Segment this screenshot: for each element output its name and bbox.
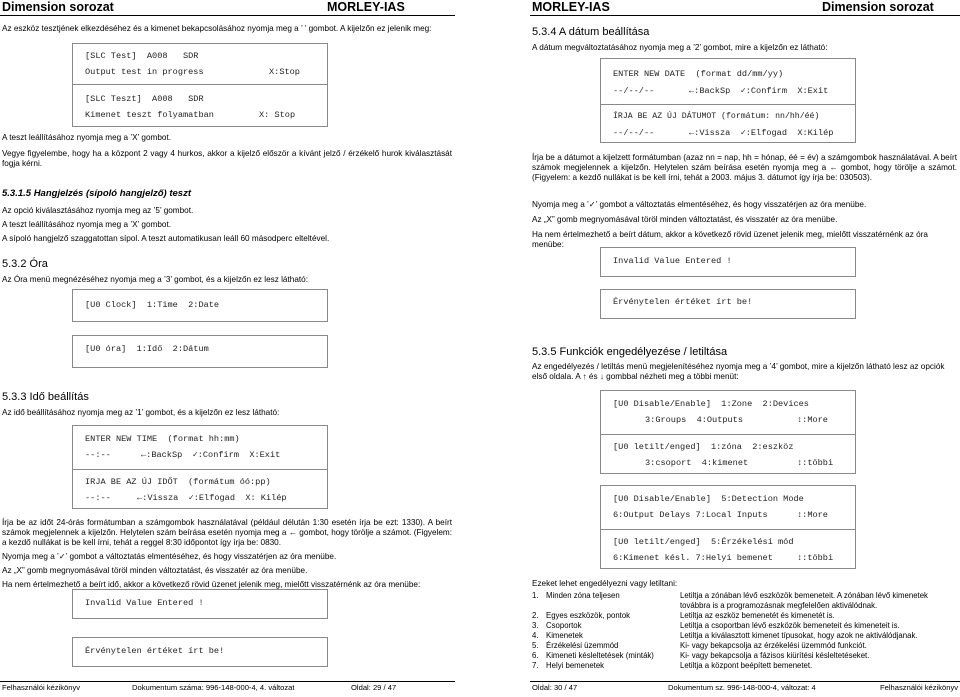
text-date-confirm: Nyomja meg a ’✓’ gombot a változtatás elmentéséhez, és hogy visszatérjen az óra menübe. [532, 200, 867, 209]
lcd-invalid-time-en [72, 589, 328, 619]
table-row [532, 611, 958, 621]
lcd-line: [U0 óra] 1:Idő 2:Dátum [85, 344, 209, 354]
stop-test-text: A teszt leállításához nyomja meg a ’X’ gombot. [2, 133, 171, 142]
left-header-rule [0, 15, 455, 16]
table-row [532, 651, 958, 661]
lcd-divider [73, 84, 327, 85]
option-number: 3. [532, 621, 539, 630]
table-row [532, 621, 958, 631]
option-description: Letiltja a zónában lévő eszközök bemeneteit. A zónában lévő kimenetek továbbra is a programozásnak megfelelően aktiválódnak. [680, 591, 928, 610]
option-description: Letiltja a központ beépített bemenetet. [680, 661, 813, 670]
lcd-line: --:-- [85, 450, 111, 460]
option-description: Letiltja a csoportban lévő eszközök bemeneteit és kimeneteit is. [680, 621, 900, 630]
lcd-line: ÍRJA BE AZ ÚJ DÁTUMOT (formátum: nn/hh/éé) [613, 112, 820, 121]
lcd-line: [U0 letilt/enged] 5:Érzékelési mód [613, 537, 794, 547]
lcd-line: --:-- [85, 493, 111, 503]
intro-text: Az eszköz tesztjének elkezdéséhez és a kimenet bekapcsolásához nyomja meg a ’ ’ gombot. A kijelzőn ez jelenik meg: [2, 24, 432, 33]
left-footer-docnum: Dokumentum száma: 996-148-000-4, 4. változat [132, 683, 295, 692]
lcd-output-test [72, 43, 328, 127]
lcd-line: 6:Kimenet késl. 7:Helyi bemenet [613, 553, 773, 563]
lcd-line: ←:Vissza ✓:Elfogad X: Kilép [137, 493, 287, 503]
option-name: Minden zóna teljesen [546, 591, 620, 600]
lcd-line: ←:Vissza ✓:Elfogad X:Kilép [689, 128, 834, 138]
lcd-line: [SLC Test] A008 SDR [85, 51, 199, 61]
option-description: Ki- vagy bekapcsolja az érzékelési üzemmód funkciót. [680, 641, 867, 650]
lcd-line: [U0 Clock] 1:Time 2:Date [85, 300, 220, 310]
lcd-line: X:Stop [269, 67, 300, 77]
lcd-line: Output test in progress [85, 67, 204, 77]
heading-533: 5.3.3 Idő beállítás [2, 391, 89, 403]
options-table [532, 591, 958, 671]
lcd-invalid-date-en [600, 247, 856, 277]
table-row [532, 591, 958, 611]
right-header-brand: MORLEY-IAS [532, 0, 610, 14]
lcd-clock-en [72, 289, 328, 322]
text-date-entry: Írja be a dátumot a kijelzett formátumban (azaz nn = nap, hh = hónap, éé = év) a számgombok használatával. A beírt számok megjelennek a kijelzőn. Helytelen szám beírása esetén nyomja meg a ← gombot, hogy törölje a számot. (Figyelem: a kezdő nullákat is be kell írni, tehát a 2003. május 3. dátumot így írja be: 030503). [532, 153, 957, 182]
option-number: 6. [532, 651, 539, 660]
lcd-line: [SLC Teszt] A008 SDR [85, 94, 204, 104]
lcd-divider [601, 434, 855, 435]
lcd-clock-hu [72, 335, 328, 368]
lcd-line: Érvénytelen értéket írt be! [85, 646, 225, 656]
lcd-line: [U0 letilt/enged] 1:zóna 2:eszköz [613, 442, 794, 452]
table-row [532, 631, 958, 641]
heading-5315: 5.3.1.5 Hangjelzés (sípoló hangjelző) teszt [2, 188, 191, 199]
lcd-line: [U0 Disable/Enable] 1:Zone 2:Devices [613, 399, 809, 409]
table-row [532, 661, 958, 671]
right-footer-rule [530, 681, 960, 682]
text-533: Az idő beállításához nyomja meg az ’1’ gombot, és a kijelzőn ez lesz látható: [2, 408, 280, 417]
lcd-line: 3:csoport 4:kimenet [645, 458, 749, 468]
text-options-intro: Ezeket lehet engedélyezni vagy letiltani: [532, 579, 678, 588]
lcd-line: ENTER NEW DATE (format dd/mm/yy) [613, 69, 784, 79]
text-5315b: A teszt leállításához nyomja meg a ’X’ gombot. [2, 220, 171, 229]
table-row [532, 641, 958, 651]
lcd-line: ↕:többi [797, 458, 834, 468]
text-532: Az Óra menü megnézéséhez nyomja meg a ’3’ gombot, és a kijelzőn ez lesz látható: [2, 275, 308, 284]
text-date-invalid: Ha nem értelmezhető a beírt dátum, akkor a következő rövid üzenet jelenik meg, mielőtt visszatérnénk az óra menübe: [532, 230, 928, 249]
option-description: Letiltja a kiválasztott kimenet típusokat, hogy azok ne aktiválódjanak. [680, 631, 918, 640]
option-name: Helyi bemenetek [546, 661, 605, 670]
heading-534: 5.3.4 A dátum beállítása [532, 26, 650, 38]
text-535: Az engedélyezés / letiltás menü megjelenítéséhez nyomja meg a ’4’ gombot, mire a kijelzőn látható lesz az opciók első oldala. A ↑ és ↓ gombbal nézheti meg a többi menüt: [532, 362, 945, 381]
text-534: A dátum megváltoztatásához nyomja meg a ’2’ gombot, mire a kijelzőn ez látható: [532, 43, 828, 52]
option-description: Letiltja az eszköz bemenetét és kimenetét is. [680, 611, 835, 620]
lcd-disable-enable-page2 [600, 485, 856, 569]
lcd-disable-enable-page1 [600, 390, 856, 474]
left-header-brand: MORLEY-IAS [327, 0, 405, 14]
lcd-line: Invalid Value Entered ! [613, 256, 732, 266]
lcd-line: --/--/-- [613, 86, 655, 96]
text-5315a: Az opció kiválasztásához nyomja meg az ’5’ gombot. [2, 206, 194, 215]
text-time-confirm: Nyomja meg a ’✓’ gombot a változtatás elmentéséhez, és hogy visszatérjen az óra menübe. [2, 552, 337, 561]
lcd-time-entry [72, 425, 328, 509]
lcd-line: Invalid Value Entered ! [85, 598, 204, 608]
text-time-entry: Írja be az időt 24-órás formátumban a számgombok használatával (például délután 1:30 esetén írja be ezt: 1330). A beírt számok megjelennek a kijelzőn. Helytelen szám beírása esetén nyomja meg a ← gombot, hogy törölje a számot. (Figyelem: a kezdő nullákat is be kell írni, tehát a reggel 8:30 időpontot így írja be: 0830. [2, 518, 452, 547]
lcd-line: ↕:More [797, 415, 828, 425]
left-footer-rule [0, 681, 455, 682]
heading-535: 5.3.5 Funkciók engedélyezése / letiltása [532, 346, 728, 358]
right-footer-manual: Felhasználói kézikönyv [880, 683, 959, 692]
lcd-line: ↕:More [797, 510, 828, 520]
right-header-title: Dimension sorozat [822, 0, 934, 14]
right-header-rule [530, 15, 960, 16]
option-description: Ki- vagy bekapcsolja a fázisos kiürítési késleltetéseket. [680, 651, 870, 660]
lcd-divider [601, 529, 855, 530]
option-name: Egyes eszközök, pontok [546, 611, 631, 620]
text-5315c: A sípoló hangjelző szaggatottan sípol. A teszt automatikusan leáll 60 másodperc elteltével. [2, 234, 330, 243]
lcd-line: [U0 Disable/Enable] 5:Detection Mode [613, 494, 804, 504]
option-number: 2. [532, 611, 539, 620]
option-name: Csoportok [546, 621, 582, 630]
lcd-line: 3:Groups 4:Outputs [645, 415, 743, 425]
left-footer-manual: Felhasználói kézikönyv [2, 683, 81, 692]
left-header-title: Dimension sorozat [2, 0, 114, 14]
right-footer-docnum: Dokumentum sz. 996-148-000-4, változat: 4 [668, 683, 816, 692]
left-footer-page: Oldal: 29 / 47 [351, 683, 397, 692]
lcd-line: Kimenet teszt folyamatban [85, 110, 214, 120]
option-name: Kimeneti késleltetések (minták) [546, 651, 654, 660]
lcd-line: ENTER NEW TIME (format hh:mm) [85, 434, 240, 444]
lcd-divider [73, 469, 327, 470]
text-time-invalid: Ha nem értelmezhető a beírt idő, akkor a következő rövid üzenet jelenik meg, mielőtt visszatérnénk az óra menübe: [2, 580, 421, 589]
option-number: 1. [532, 591, 539, 600]
lcd-line: Érvénytelen értéket írt be! [613, 297, 753, 307]
lcd-date-entry [600, 58, 856, 143]
lcd-divider [601, 104, 855, 105]
lcd-invalid-time-hu [72, 637, 328, 667]
lcd-line: --/--/-- [613, 128, 655, 138]
right-footer-page: Oldal: 30 / 47 [532, 683, 578, 692]
lcd-line: X: Stop [259, 110, 296, 120]
heading-532: 5.3.2 Óra [2, 258, 48, 270]
text-time-cancel: Az „X” gomb megnyomásával töröl minden változtatást, és visszatér az óra menübe. [2, 566, 308, 575]
lcd-line: IRJA BE AZ ÚJ IDŐT (formátum óó:pp) [85, 477, 271, 487]
option-number: 5. [532, 641, 539, 650]
option-number: 4. [532, 631, 539, 640]
option-number: 7. [532, 661, 539, 670]
lcd-line: ↕:többi [797, 553, 834, 563]
text-date-cancel: Az „X” gomb megnyomásával töröl minden változtatást, és visszatér az óra menübe. [532, 215, 838, 224]
lcd-invalid-date-hu [600, 289, 856, 319]
option-name: Kimenetek [546, 631, 583, 640]
lcd-line: ←:BackSp ✓:Confirm X:Exit [689, 86, 829, 96]
lcd-line: ←:BackSp ✓:Confirm X:Exit [141, 450, 281, 460]
lcd-line: 6:Output Delays 7:Local Inputs [613, 510, 768, 520]
option-name: Érzékelési üzemmód [546, 641, 619, 650]
loop-selection-note: Vegye figyelembe, hogy ha a központ 2 vagy 4 hurkos, akkor a kijelző először a kívánt jelző / érzékelő hurok kiválasztását fogja kérni. [2, 149, 452, 168]
